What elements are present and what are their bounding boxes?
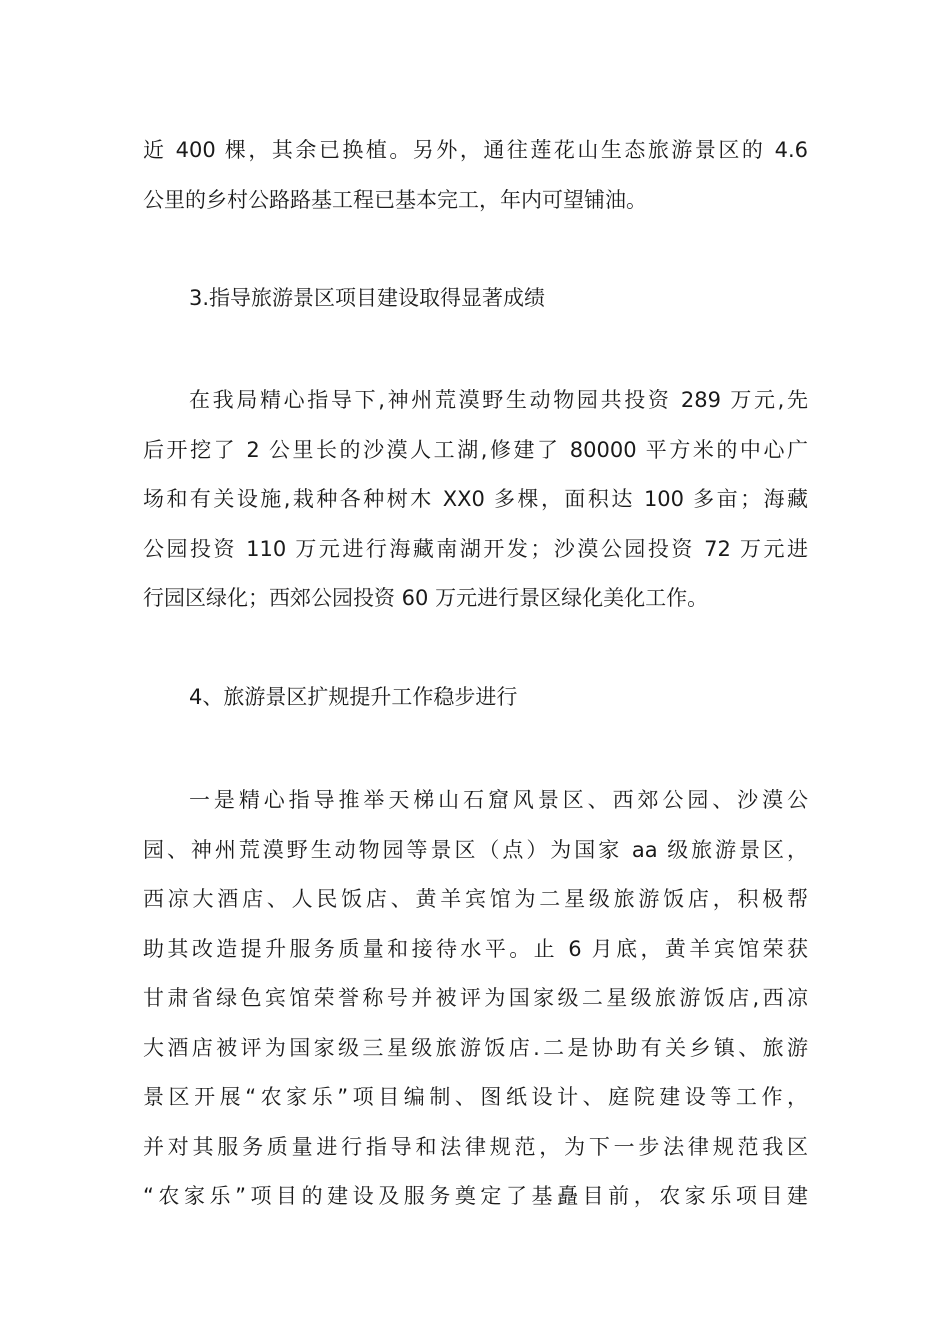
paragraph-line: 公里的乡村公路路基工程已基本完工，年内可望铺油。 bbox=[143, 187, 647, 212]
paragraph-line: 一是精心指导推举天梯山石窟风景区、西郊公园、沙漠公 bbox=[189, 788, 808, 812]
paragraph-road-project bbox=[143, 126, 808, 225]
paragraph-line: 行园区绿化；西郊公园投资 60 万元进行景区绿化美化工作。 bbox=[143, 586, 709, 610]
paragraph-line: 景区开展“农家乐”项目编制、图纸设计、庭院建设等工作， bbox=[143, 1085, 808, 1109]
paragraph-scenic-investment bbox=[143, 376, 808, 624]
paragraph-line: 后开挖了 2 公里长的沙漠人工湖,修建了 80000 平方米的中心广 bbox=[143, 437, 808, 462]
paragraph-line: 公园投资 110 万元进行海藏南湖开发；沙漠公园投资 72 万元进 bbox=[143, 536, 808, 561]
section-heading-4: 4、旅游景区扩规提升工作稳步进行 bbox=[189, 685, 518, 709]
paragraph-line: 大酒店被评为国家级三星级旅游饭店.二是协助有关乡镇、旅游 bbox=[143, 1035, 808, 1060]
paragraph-line: 甘肃省绿色宾馆荣誉称号并被评为国家级二星级旅游饭店,西凉 bbox=[143, 986, 808, 1010]
paragraph-line: 助其改造提升服务质量和接待水平。止 6 月底，黄羊宾馆荣获 bbox=[143, 936, 808, 961]
paragraph-line: 园、神州荒漠野生动物园等景区（点）为国家 aa 级旅游景区， bbox=[143, 837, 808, 862]
paragraph-line: 西凉大酒店、人民饭店、黄羊宾馆为二星级旅游饭店，积极帮 bbox=[143, 887, 808, 911]
paragraph-line: “农家乐”项目的建设及服务奠定了基矗目前，农家乐项目建 bbox=[143, 1184, 808, 1208]
paragraph-line: 在我局精心指导下,神州荒漠野生动物园共投资 289 万元,先 bbox=[189, 388, 808, 412]
paragraph-line: 场和有关设施,栽种各种树木 XX0 多棵，面积达 100 多亩；海藏 bbox=[143, 487, 808, 511]
section-heading-3: 3.指导旅游景区项目建设取得显著成绩 bbox=[189, 286, 546, 310]
paragraph-line: 并对其服务质量进行指导和法律规范，为下一步法律规范我区 bbox=[143, 1134, 808, 1159]
paragraph-scenic-upgrade bbox=[143, 776, 808, 1222]
paragraph-line: 近 400 棵，其余已换植。另外，通往莲花山生态旅游景区的 4.6 bbox=[143, 138, 808, 162]
